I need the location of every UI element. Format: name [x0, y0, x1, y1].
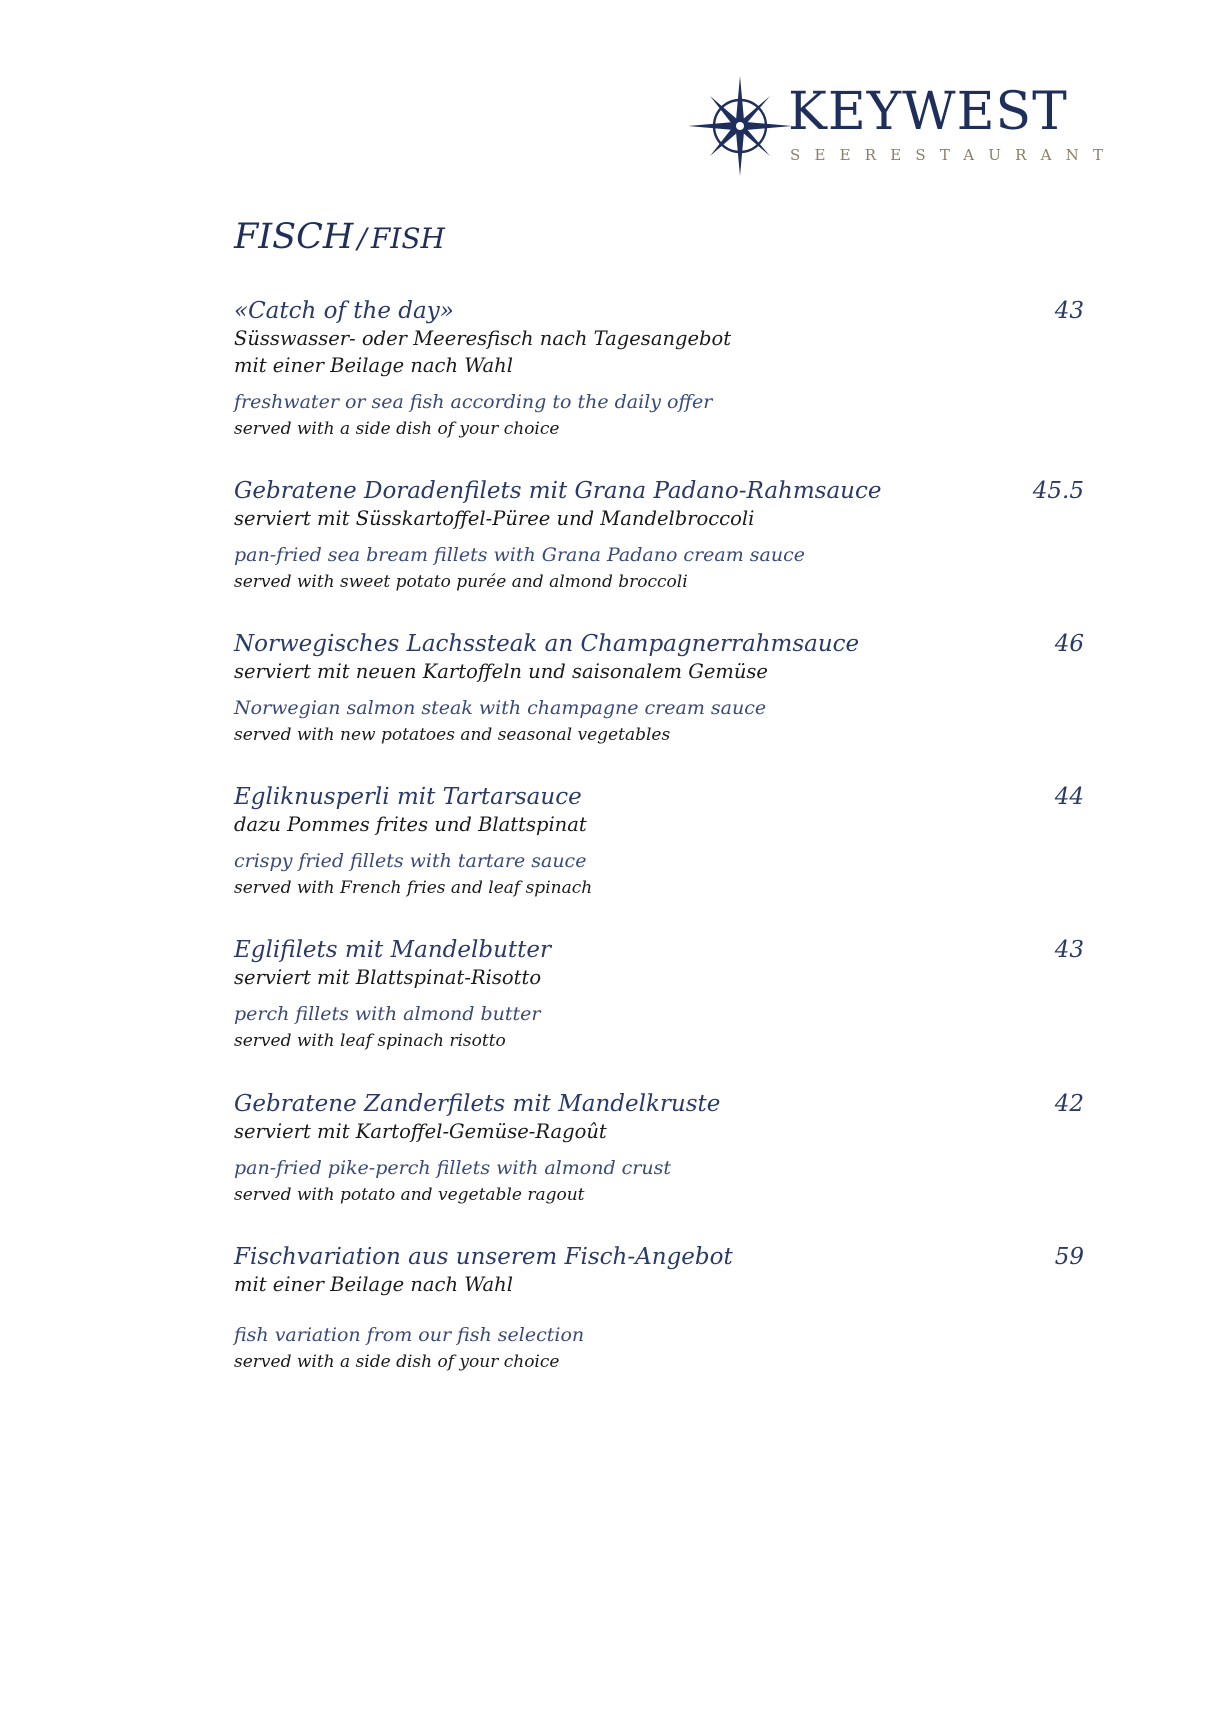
menu-item [234, 936, 1084, 1055]
section-title-de: FISCH [234, 217, 354, 257]
menu-item-description-de: mit einer Beilage nach Wahl [234, 354, 513, 377]
logo [688, 76, 1118, 176]
menu-item-header [234, 630, 1084, 658]
menu-item-name: Egliknusperli mit Tartarsauce [234, 784, 582, 810]
menu-item-price: 42 [1054, 1091, 1084, 1117]
menu-item-description-en: served with leaf spinach risotto [234, 1031, 506, 1051]
menu-item-description-en: served with sweet potato purée and almond broccoli [234, 572, 688, 592]
menu-item [234, 783, 1084, 902]
menu-item [234, 477, 1084, 596]
menu-item-header [234, 1243, 1084, 1271]
menu-item-name-en: fish variation from our fish selection [234, 1324, 585, 1346]
menu-item-description-de: serviert mit neuen Kartoffeln und saisonalem Gemüse [234, 660, 768, 683]
menu-item-price: 46 [1054, 631, 1084, 657]
menu-item-header [234, 783, 1084, 811]
menu-item-description-de: serviert mit Süsskartoffel-Püree und Mandelbroccoli [234, 507, 755, 530]
menu-item-description-de: serviert mit Blattspinat-Risotto [234, 966, 542, 989]
menu-item-name-en: pan-fried sea bream fillets with Grana Padano cream sauce [234, 544, 805, 566]
section-title-en: FISH [370, 222, 445, 255]
brand-name: KEYWEST [788, 82, 1068, 142]
menu-item-name: Gebratene Zanderfilets mit Mandelkruste [234, 1091, 721, 1117]
menu-item-price: 45.5 [1032, 478, 1084, 504]
menu-item-header [234, 477, 1084, 505]
menu-item-description-de: serviert mit Kartoffel-Gemüse-Ragoût [234, 1120, 607, 1143]
menu-item-description-de: mit einer Beilage nach Wahl [234, 1273, 513, 1296]
menu-item-header [234, 936, 1084, 964]
menu-item-name: Gebratene Doradenfilets mit Grana Padano-Rahmsauce [234, 478, 882, 504]
menu-item-description-de: Süsswasser- oder Meeresfisch nach Tagesangebot [234, 327, 732, 350]
menu-item-name-en: freshwater or sea fish according to the daily offer [234, 391, 713, 413]
menu-item-name: Eglifilets mit Mandelbutter [234, 937, 552, 963]
brand-subtitle: SEERESTAURANT [790, 146, 1118, 164]
menu-item [234, 297, 1084, 443]
menu-item-description-en: served with new potatoes and seasonal vegetables [234, 725, 671, 745]
menu-item-price: 59 [1054, 1244, 1084, 1270]
menu-item-name: «Catch of the day» [234, 298, 454, 324]
menu-item [234, 1243, 1084, 1376]
menu-item-price: 43 [1054, 298, 1084, 324]
menu-item-header [234, 1090, 1084, 1118]
menu-item-description-en: served with a side dish of your choice [234, 1352, 560, 1372]
compass-rose-icon [688, 76, 792, 176]
menu-item-name-en: perch fillets with almond butter [234, 1003, 541, 1025]
menu-item-name-en: crispy fried fillets with tartare sauce [234, 850, 587, 872]
menu-item [234, 630, 1084, 749]
menu-item-name-en: Norwegian salmon steak with champagne cream sauce [234, 697, 767, 719]
menu-item-name: Norwegisches Lachssteak an Champagnerrahmsauce [234, 631, 860, 657]
menu-item-description-en: served with French fries and leaf spinach [234, 878, 593, 898]
menu-item-price: 44 [1054, 784, 1084, 810]
menu-item [234, 1090, 1084, 1209]
menu-item-description-en: served with a side dish of your choice [234, 419, 560, 439]
section-title [234, 217, 445, 257]
menu-item-name-en: pan-fried pike-perch fillets with almond crust [234, 1157, 671, 1179]
menu-item-price: 43 [1054, 937, 1084, 963]
menu-item-header [234, 297, 1084, 325]
menu-item-name: Fischvariation aus unserem Fisch-Angebot [234, 1244, 733, 1270]
menu-item-description-de: dazu Pommes frites und Blattspinat [234, 813, 587, 836]
section-title-separator: / [357, 222, 367, 255]
menu-item-description-en: served with potato and vegetable ragout [234, 1185, 585, 1205]
